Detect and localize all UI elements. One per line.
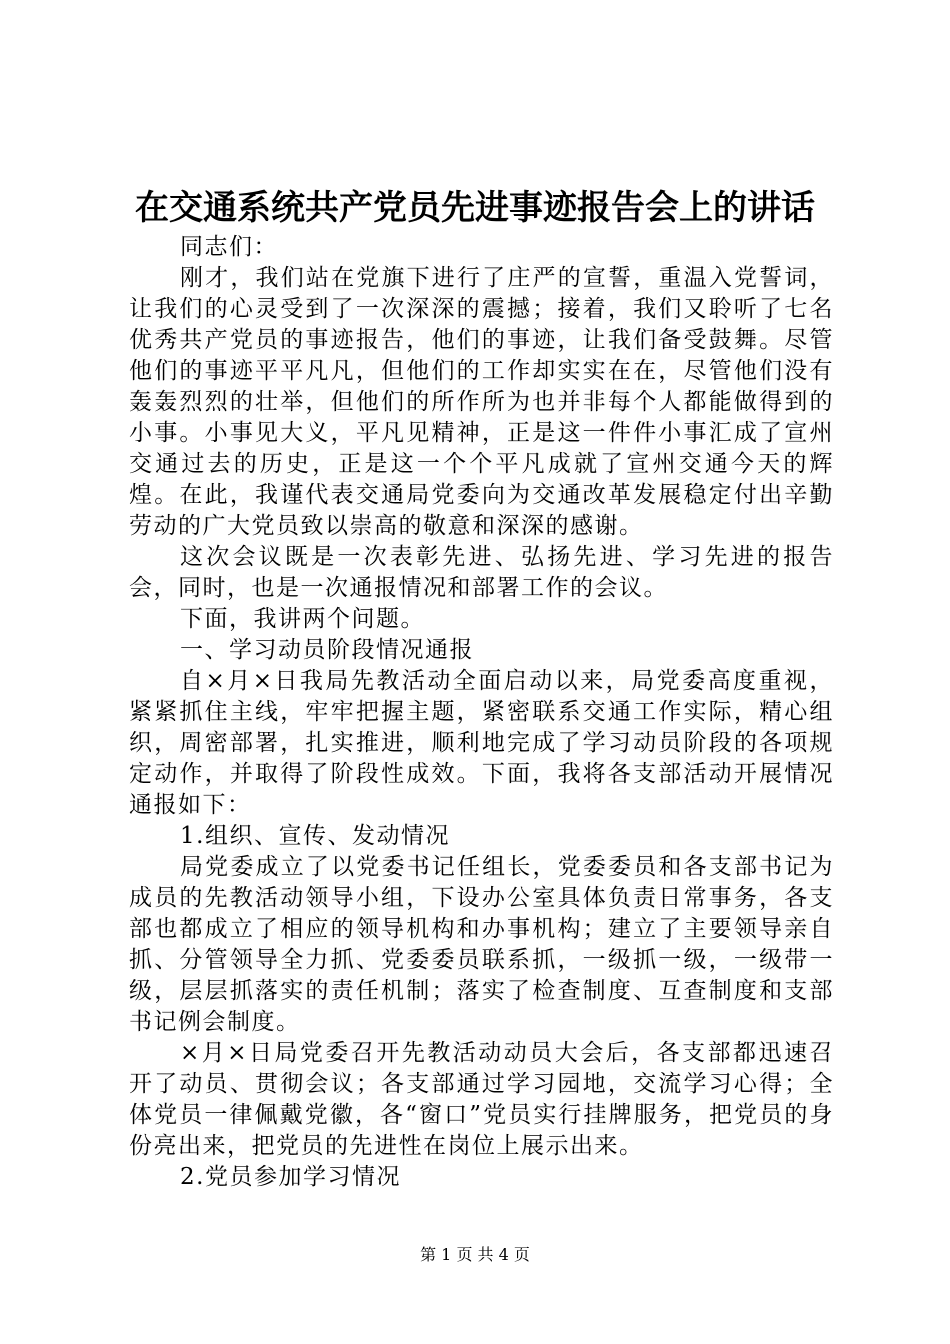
body-paragraph: 局党委成立了以党委书记任组长，党委委员和各支部书记为成员的先教活动领导小组，下设办公室具体负责日常事务，各支部也都成立了相应的领导机构和办事机构；建立了主要领导亲自抓、分管领导全力抓、党委委员联系抓，一级抓一级，一级带一级，层层抓落实的责任机制；落实了检查制度、互查制度和支部书记例会制度。 (129, 854, 834, 1035)
subsection-heading: 2.党员参加学习情况 (180, 1164, 401, 1190)
section-heading: 一、学习动员阶段情况通报 (180, 637, 474, 663)
body-paragraph: 这次会议既是一次表彰先进、弘扬先进、学习先进的报告会，同时，也是一次通报情况和部署工作的会议。 (129, 544, 834, 601)
page-footer: 第 1 页 共 4 页 (420, 1245, 530, 1264)
document-body (129, 232, 834, 1193)
body-paragraph: 下面，我讲两个问题。 (180, 606, 425, 632)
body-paragraph: 自×月×日我局先教活动全面启动以来，局党委高度重视，紧紧抓住主线，牢牢把握主题，紧密联系交通工作实际，精心组织，周密部署，扎实推进，顺利地完成了学习动员阶段的各项规定动作，并取得了阶段性成效。下面，我将各支部活动开展情况通报如下： (129, 668, 834, 818)
body-paragraph: 刚才，我们站在党旗下进行了庄严的宣誓，重温入党誓词，让我们的心灵受到了一次深深的震撼；接着，我们又聆听了七名优秀共产党员的事迹报告，他们的事迹，让我们备受鼓舞。尽管他们的事迹平平凡凡，但他们的工作却实实在在，尽管他们没有轰轰烈烈的壮举，但他们的所作所为也并非每个人都能做得到的小事。小事见大义，平凡见精神，正是这一件件小事汇成了宣州交通过去的历史，正是这一个个平凡成就了宣州交通今天的辉煌。在此，我谨代表交通局党委向为交通改革发展稳定付出辛勤劳动的广大党员致以崇高的敬意和深深的感谢。 (129, 265, 834, 539)
document-title: 在交通系统共产党员先进事迹报告会上的讲话 (135, 188, 815, 228)
body-paragraph: ×月×日局党委召开先教活动动员大会后，各支部都迅速召开了动员、贯彻会议；各支部通过学习园地，交流学习心得；全体党员一律佩戴党徽，各“窗口”党员实行挂牌服务，把党员的身份亮出来，把党员的先进性在岗位上展示出来。 (129, 1040, 834, 1159)
subsection-heading: 1.组织、宣传、发动情况 (180, 823, 450, 849)
salutation-paragraph: 同志们： (180, 234, 278, 260)
